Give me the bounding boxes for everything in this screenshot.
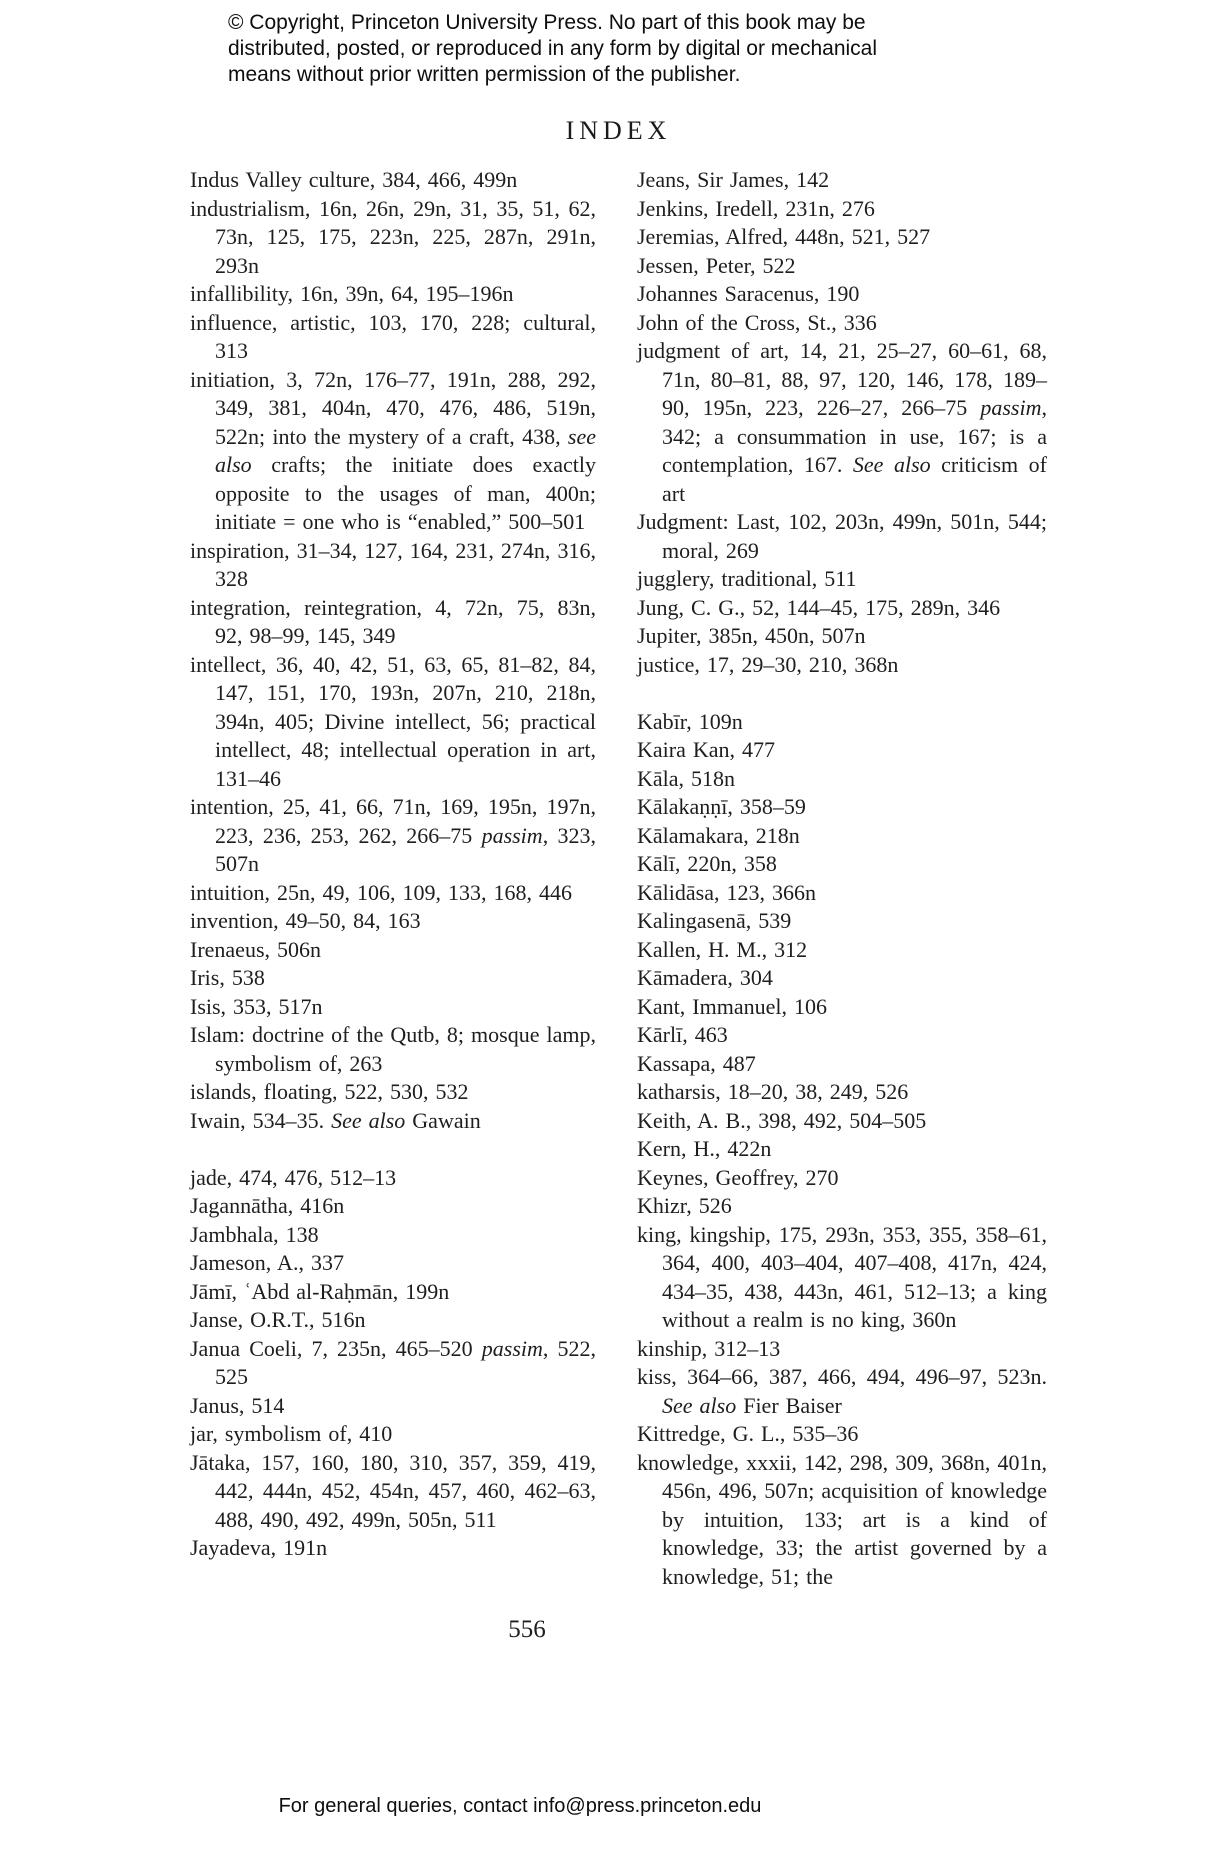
index-entry [190, 964, 596, 993]
index-entry [637, 793, 1047, 822]
index-entry-text: Irenaeus, 506n [190, 936, 322, 962]
index-entry-text: Jambhala, 138 [190, 1221, 319, 1247]
index-entry [637, 708, 1047, 737]
index-entry [190, 1249, 596, 1278]
index-entry-italic-text: See also [852, 452, 931, 477]
index-entry-text: intuition, 25n, 49, 106, 109, 133, 168, 446 [190, 879, 573, 905]
footer-contact: For general queries, contact info@press.princeton.edu [278, 1795, 762, 1817]
index-entry [190, 1449, 596, 1535]
index-entry [637, 1449, 1047, 1592]
index-entry-text: judgment of art, 14, 21, 25–27, 60–61, 68, 71n, 80–81, 88, 97, 120, 146, 178, 189–90, 195n, 223, 226–27, 266–75 [637, 338, 1047, 420]
index-entry [637, 1078, 1047, 1107]
index-entry [190, 1392, 596, 1421]
index-entry-text: Kittredge, G. L., 535–36 [637, 1421, 859, 1446]
index-entry-text: Kern, H., 422n [637, 1136, 772, 1161]
index-entry-text: crafts; the initiate does exactly opposite to the usages of man, 400n; initiate = one who is “enabled,” 500–501 [215, 452, 596, 534]
index-entry-text: Kālī, 220n, 358 [637, 851, 777, 876]
index-entry-text: intellect, 36, 40, 42, 51, 63, 65, 81–82, 84, 147, 151, 170, 193n, 207n, 210, 218n, 394n, 405; Divine intellect, 56; practical intellect, 48; intellectual operation in art, 131–46 [190, 651, 596, 791]
index-entry-text: Johannes Saracenus, 190 [637, 281, 860, 306]
index-entry [637, 309, 1047, 338]
index-entry-text: Keynes, Geoffrey, 270 [637, 1164, 839, 1190]
index-entry [190, 1221, 596, 1250]
index-entry-italic-text: passim [481, 1335, 543, 1361]
index-entry-text: Kallen, H. M., 312 [637, 936, 808, 962]
index-entry-text: initiation, 3, 72n, 176–77, 191n, 288, 292, 349, 381, 404n, 470, 476, 486, 519n, 522n; into the mystery of a craft, 438, [190, 366, 596, 449]
index-entry [190, 280, 596, 309]
index-entry-text: Khizr, 526 [637, 1193, 732, 1218]
index-entry [637, 223, 1047, 252]
index-entry [637, 1221, 1047, 1335]
index-entry [637, 651, 1047, 680]
index-entry-text: Kant, Immanuel, 106 [637, 993, 827, 1019]
index-entry [637, 1164, 1047, 1193]
index-entry [637, 1135, 1047, 1164]
index-entry [190, 1306, 596, 1335]
index-column-right [637, 166, 1047, 1591]
index-entry-text: Jeans, Sir James, 142 [637, 167, 830, 192]
index-entry-text: Kāmadera, 304 [637, 965, 773, 990]
index-entry-text: Kārlī, 463 [637, 1022, 728, 1047]
index-entry [190, 1420, 596, 1449]
index-entry-text: islands, floating, 522, 530, 532 [190, 1079, 469, 1104]
index-entry-text: Gawain [405, 1107, 481, 1133]
index-entry-text: Kālakaṇṇī, 358–59 [637, 794, 806, 819]
index-entry [637, 594, 1047, 623]
index-entry-text: Jupiter, 385n, 450n, 507n [637, 623, 866, 648]
index-entry [637, 850, 1047, 879]
index-entry [190, 1164, 596, 1193]
index-entry-text: Janua Coeli, 7, 235n, 465–520 [190, 1335, 482, 1361]
index-entry-text: , 522, 525 [215, 1335, 596, 1389]
index-entry-italic-text: See also [662, 1392, 737, 1418]
index-entry-text: Janse, O.R.T., 516n [190, 1307, 366, 1332]
index-entry [637, 337, 1047, 508]
index-entry [190, 366, 596, 537]
index-entry [637, 508, 1047, 565]
copyright-notice [228, 10, 877, 88]
index-entry-text: , 323, 507n [215, 822, 596, 876]
index-entry-text: Jessen, Peter, 522 [637, 252, 796, 278]
index-entry-text: Kalingasenā, 539 [637, 908, 792, 933]
index-entry-text: Jenkins, Iredell, 231n, 276 [637, 195, 875, 221]
index-entry [637, 1107, 1047, 1136]
index-entry-text: Fier Baiser [736, 1392, 842, 1418]
index-entry-text: kinship, 312–13 [637, 1335, 781, 1361]
index-entry-text: Indus Valley culture, 384, 466, 499n [190, 167, 518, 192]
index-entry-text: , 342; a consummation in use, 167; is a contemplation, 167. [662, 395, 1047, 477]
index-entry [637, 1021, 1047, 1050]
index-entry [190, 1107, 596, 1136]
index-entry [190, 1192, 596, 1221]
index-entry-text: kiss, 364–66, 387, 466, 494, 496–97, 523n. [637, 1364, 1047, 1389]
index-entry-text: justice, 17, 29–30, 210, 368n [637, 651, 899, 677]
index-entry-text: katharsis, 18–20, 38, 249, 526 [637, 1079, 909, 1104]
page-title: INDEX [565, 116, 672, 145]
copyright-line: © Copyright, Princeton University Press. No part of this book may be [228, 11, 866, 34]
index-entry-italic-text: See also [331, 1107, 406, 1133]
index-entry-text: Kālamakara, 218n [637, 822, 800, 848]
index-entry [190, 537, 596, 594]
index-entry [190, 166, 596, 195]
index-entry [637, 879, 1047, 908]
index-entry [637, 622, 1047, 651]
index-entry [637, 964, 1047, 993]
index-entry [190, 594, 596, 651]
index-entry-text: Islam: doctrine of the Qutb, 8; mosque lamp, symbolism of, 263 [190, 1022, 596, 1076]
index-entry-text: Jameson, A., 337 [190, 1250, 344, 1275]
index-entry-text: Iwain, 534–35. [190, 1107, 332, 1133]
index-entry [637, 1335, 1047, 1364]
index-entry [190, 936, 596, 965]
page-number: 556 [508, 1616, 546, 1643]
index-entry-text: Kāla, 518n [637, 765, 736, 791]
copyright-line: means without prior written permission of the publisher. [228, 63, 741, 86]
index-entry-text: Judgment: Last, 102, 203n, 499n, 501n, 544; moral, 269 [637, 509, 1047, 563]
copyright-line: distributed, posted, or reproduced in any form by digital or mechanical [228, 37, 878, 60]
index-entry-text: Jayadeva, 191n [190, 1535, 328, 1560]
index-entry [190, 1078, 596, 1107]
index-entry-text: jade, 474, 476, 512–13 [190, 1164, 397, 1190]
index-entry [637, 1363, 1047, 1420]
index-entry [637, 1420, 1047, 1449]
index-entry [190, 993, 596, 1022]
index-entry [637, 252, 1047, 281]
index-entry [637, 765, 1047, 794]
index-entry [190, 1021, 596, 1078]
index-entry [637, 1050, 1047, 1079]
index-entry [637, 280, 1047, 309]
index-entry-text: influence, artistic, 103, 170, 228; cultural, 313 [190, 309, 596, 363]
index-entry [637, 907, 1047, 936]
index-entry [637, 1192, 1047, 1221]
index-entry [190, 907, 596, 936]
index-entry [637, 565, 1047, 594]
index-entry-text: Iris, 538 [190, 965, 265, 990]
index-entry [190, 309, 596, 366]
index-entry [190, 793, 596, 879]
index-entry-text: Kālidāsa, 123, 366n [637, 879, 816, 905]
index-column-left [190, 166, 596, 1563]
index-entry-text: invention, 49–50, 84, 163 [190, 908, 421, 933]
index-entry-text: Kaira Kan, 477 [637, 737, 776, 762]
index-entry [190, 651, 596, 794]
index-entry-text: inspiration, 31–34, 127, 164, 231, 274n, 316, 328 [190, 537, 596, 591]
index-entry-text: knowledge, xxxii, 142, 298, 309, 368n, 401n, 456n, 496, 507n; acquisition of knowledge by intuition, 133; art is a kind of knowledge, 33; the artist governed by a knowledge, 51; the [637, 1449, 1047, 1589]
index-entry-text: Keith, A. B., 398, 492, 504–505 [637, 1107, 927, 1133]
index-entry-text: John of the Cross, St., 336 [637, 309, 877, 335]
index-entry-text: Jāmī, ʿAbd al-Raḥmān, 199n [190, 1278, 450, 1304]
index-entry [637, 166, 1047, 195]
index-entry [190, 1278, 596, 1307]
index-entry-text: Jeremias, Alfred, 448n, 521, 527 [637, 224, 931, 249]
index-entry [637, 822, 1047, 851]
index-entry-text: Isis, 353, 517n [190, 993, 323, 1019]
index-entry-text: Jātaka, 157, 160, 180, 310, 357, 359, 419, 442, 444n, 452, 454n, 457, 460, 462–63, 488, 490, 492, 499n, 505n, 511 [190, 1449, 596, 1532]
index-entry [637, 993, 1047, 1022]
index-entry-italic-text: passim [481, 822, 543, 848]
index-entry-text: Kabīr, 109n [637, 708, 743, 734]
index-entry-text: intention, 25, 41, 66, 71n, 169, 195n, 197n, 223, 236, 253, 262, 266–75 [190, 794, 596, 848]
index-entry-text: integration, reintegration, 4, 72n, 75, 83n, 92, 98–99, 145, 349 [190, 594, 596, 648]
index-entry-italic-text: passim [980, 395, 1042, 420]
index-entry [637, 736, 1047, 765]
index-entry-text: industrialism, 16n, 26n, 29n, 31, 35, 51, 62, 73n, 125, 175, 223n, 225, 287n, 291n, 293n [190, 195, 596, 278]
index-entry-text: infallibility, 16n, 39n, 64, 195–196n [190, 281, 514, 306]
index-entry-text: king, kingship, 175, 293n, 353, 355, 358–61, 364, 400, 403–404, 407–408, 417n, 424, 434–35, 438, 443n, 461, 512–13; a king without a realm is no king, 360n [637, 1221, 1047, 1332]
index-entry [190, 1335, 596, 1392]
index-entry [190, 879, 596, 908]
index-entry-text: criticism of art [662, 452, 1047, 506]
index-entry-italic-text: see also [215, 423, 596, 477]
index-entry [637, 195, 1047, 224]
index-entry [190, 195, 596, 281]
index-entry-text: jar, symbolism of, 410 [190, 1421, 393, 1446]
index-entry-text: Jagannātha, 416n [190, 1193, 345, 1218]
index-entry [190, 1534, 596, 1563]
index-entry-text: jugglery, traditional, 511 [637, 566, 857, 591]
index-entry-text: Jung, C. G., 52, 144–45, 175, 289n, 346 [637, 594, 1001, 620]
index-entry-text: Kassapa, 487 [637, 1050, 756, 1076]
index-entry-text: Janus, 514 [190, 1392, 285, 1418]
index-entry [637, 936, 1047, 965]
